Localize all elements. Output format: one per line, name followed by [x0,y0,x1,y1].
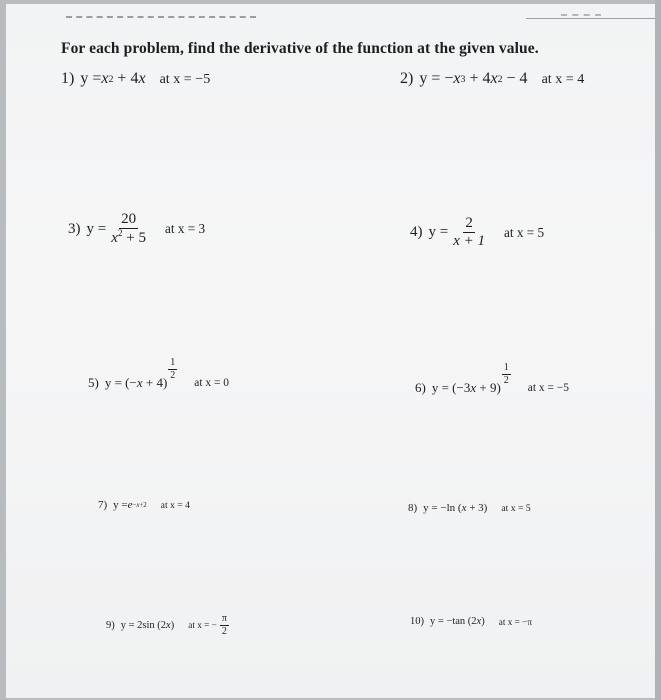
fraction-numerator: 20 [121,211,137,227]
evaluation-point: at x = −5 [159,70,211,87]
fraction: $\frac{20}{x^2 + 5}$ [111,211,147,246]
instructions-heading: For each problem, find the derivative of the function at the given value. [61,40,539,57]
problem-number: 1) [61,70,75,87]
fraction-numerator: 2 [465,215,473,231]
problem-number: 9) [106,619,115,631]
evaluation-point: at x = −5 [527,382,569,395]
evaluation-point: at x = 3 [165,221,206,237]
top-right-dash [561,14,601,16]
fraction: $\frac{\pi}{2}$ [221,613,227,637]
problem-5 [88,357,230,395]
evaluation-point: at x = 5 [501,502,531,514]
top-rule-line [526,18,656,19]
worksheet-page [6,4,658,698]
problem-number: 4) [410,224,423,241]
problem-number: 7) [98,499,108,511]
problem-number: 8) [408,502,418,514]
function-expression: y = −tan (2 x ) [430,616,485,627]
photo-edge [655,0,661,700]
problem-number: 10) [410,616,424,627]
function-expression: y = x 2 + 4 x [80,70,146,87]
function-expression: y = − x 3 + 4 x 2 − 4 [419,70,528,87]
problem-4 [410,216,544,249]
evaluation-point: at x = 4 [541,70,585,87]
problem-number: 2) [400,70,414,87]
evaluation-point: at x = − [188,620,217,631]
problem-7 [98,499,190,511]
function-expression: y = $\frac{2}{x + 1}$ [428,215,485,249]
evaluation-point: at x = 5 [504,224,545,240]
fraction-denominator: x + 1 [453,232,485,249]
problem-8 [408,502,531,514]
problem-number: 5) [88,375,99,391]
function-expression: y = $\frac{20}{x^2 + 5}$ [86,211,147,246]
function-expression: y = 2sin (2 x ) [120,619,175,631]
problem-6 [415,362,569,400]
problem-3 [68,212,205,246]
fraction [451,216,487,249]
top-dashed-line [66,16,256,22]
function-expression: y = e −x+2 [113,499,147,511]
problem-10 [410,616,532,627]
evaluation-point: at x = 0 [194,377,230,390]
function-expression: y = (−3 x + 9) $\frac{1}{2}$ [431,362,509,396]
evaluation-point: at x = −π [498,616,533,627]
problem-number: 3) [68,220,81,237]
problem-number: 6) [415,380,426,396]
problem-1 [61,70,210,88]
problem-2 [400,70,584,88]
problem-9 [106,614,232,637]
evaluation-point: at x = 4 [160,499,191,511]
function-expression: y = −ln ( x + 3) [423,502,488,514]
function-expression: y = (− x + 4) $\frac{1}{2}$ [104,357,176,391]
